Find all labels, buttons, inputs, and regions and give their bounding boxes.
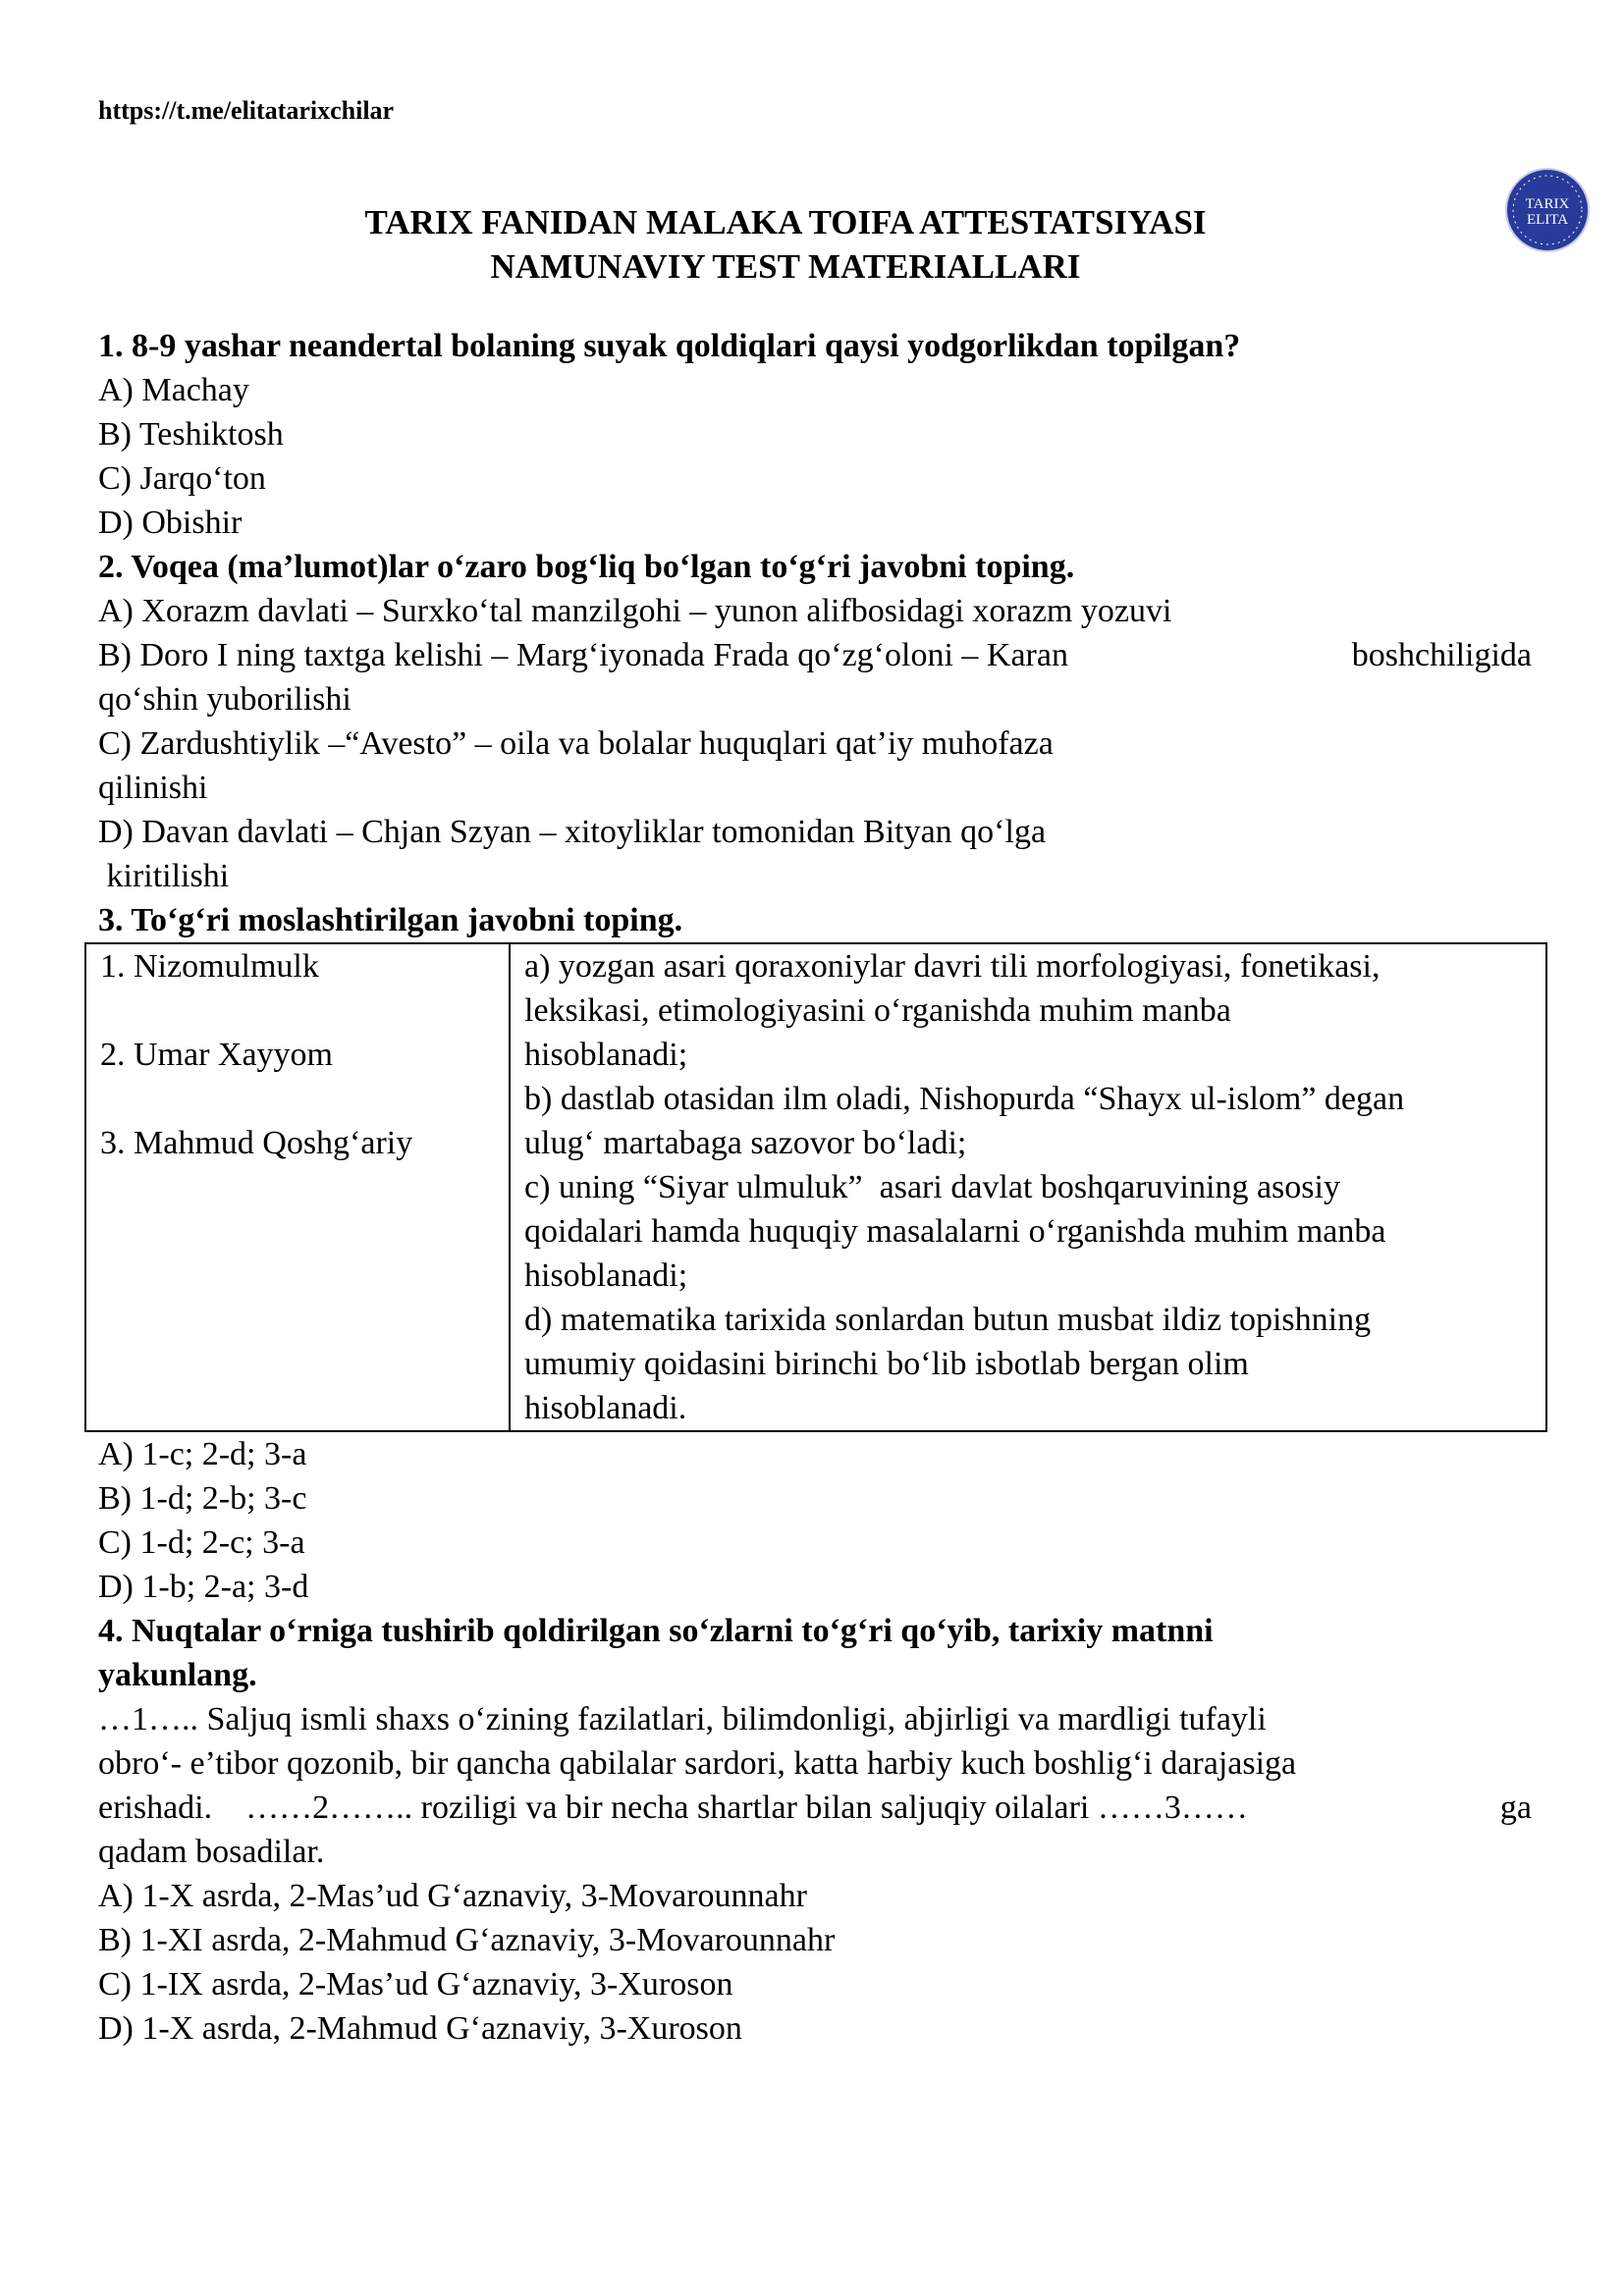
q3-option-b: B) 1-d; 2-b; 3-c (98, 1480, 307, 1517)
q4-text-4: qadam bosadilar. (98, 1834, 325, 1870)
matching-right-line: hisoblanadi. (524, 1390, 687, 1426)
matching-right-line: hisoblanadi; (524, 1257, 688, 1294)
q4-option-b: B) 1-XI asrda, 2-Mahmud G‘aznaviy, 3-Movarounnahr (98, 1922, 836, 1958)
title-line1: TARIX FANIDAN MALAKA TOIFA ATTESTATSIYASI (364, 203, 1207, 241)
q2-option-b-right: boshchiligida (1351, 637, 1532, 673)
matching-left-3: 3. Mahmud Qoshg‘ariy (100, 1125, 413, 1161)
matching-right-column (510, 943, 1546, 1431)
matching-right-line: d) matematika tarixida sonlardan butun musbat ildiz topishning (524, 1302, 1372, 1338)
q1-option-c: C) Jarqo‘ton (98, 460, 266, 497)
q2-option-d-1: D) Davan davlati – Chjan Szyan – xitoyliklar tomonidan Bityan qo‘lga (98, 814, 1047, 850)
q3-question: 3. To‘g‘ri moslashtirilgan javobni toping. (98, 902, 683, 938)
matching-right-line: umumiy qoidasini birinchi bo‘lib isbotlab bergan olim (524, 1346, 1249, 1382)
tarix-elita-logo (1504, 167, 1591, 253)
q1-question: 1. 8-9 yashar neandertal bolaning suyak qoldiqlari qaysi yodgorlikdan topilgan? (98, 328, 1241, 364)
matching-left-column (85, 943, 510, 1431)
q2-option-c-2: qilinishi (98, 770, 208, 806)
q1-option-d: D) Obishir (98, 505, 243, 541)
matching-right-line: a) yozgan asari qoraxoniylar davri tili morfologiyasi, fonetikasi, (524, 948, 1380, 985)
matching-table (84, 942, 1547, 1432)
matching-left-2: 2. Umar Xayyom (100, 1037, 334, 1073)
q4-option-d: D) 1-X asrda, 2-Mahmud G‘aznaviy, 3-Xuroson (98, 2010, 742, 2047)
title-line2: NAMUNAVIY TEST MATERIALLARI (490, 247, 1081, 286)
q4-text-3-left: erishadi. ……2…….. roziligi va bir necha shartlar bilan saljuqiy oilalari ……3…… (98, 1789, 1248, 1826)
logo-line2: ELITA (1526, 212, 1569, 228)
logo-line1: TARIX (1525, 196, 1570, 212)
q2-question: 2. Voqea (ma’lumot)lar o‘zaro bog‘liq bo‘lgan to‘g‘ri javobni toping. (98, 549, 1075, 585)
page-title (98, 200, 1473, 289)
q2-option-a: A) Xorazm davlati – Surxko‘tal manzilgohi – yunon alifbosidagi xorazm yozuvi (98, 593, 1172, 629)
q4-text-1: …1….. Saljuq ismli shaxs o‘zining fazilatlari, bilimdonligi, abjirligi va mardligi tufayli (98, 1701, 1267, 1737)
q4-option-c: C) 1-IX asrda, 2-Mas’ud G‘aznaviy, 3-Xuroson (98, 1966, 733, 2002)
matching-right-line: ulug‘ martabaga sazovor bo‘ladi; (524, 1125, 967, 1161)
q1-option-b: B) Teshiktosh (98, 416, 284, 453)
matching-right-line: b) dastlab otasidan ilm oladi, Nishopurda “Shayx ul-islom” degan (524, 1081, 1405, 1117)
matching-right-line: c) uning “Siyar ulmuluk” asari davlat boshqaruvining asosiy (524, 1169, 1340, 1205)
matching-right-line: hisoblanadi; (524, 1037, 688, 1073)
matching-left-1: 1. Nizomulmulk (100, 948, 319, 985)
test-content (98, 324, 1532, 2051)
q3-option-a: A) 1-c; 2-d; 3-a (98, 1436, 307, 1472)
q2-option-b-left: B) Doro I ning taxtga kelishi – Marg‘iyonada Frada qo‘zg‘oloni – Karan (98, 637, 1068, 673)
matching-right-line: leksikasi, etimologiyasini o‘rganishda muhim manba (524, 992, 1231, 1029)
q4-option-a: A) 1-X asrda, 2-Mas’ud G‘aznaviy, 3-Movarounnahr (98, 1878, 807, 1914)
q4-question-1: 4. Nuqtalar o‘rniga tushirib qoldirilgan so‘zlarni to‘g‘ri qo‘yib, tarixiy matnni (98, 1613, 1214, 1649)
q2-option-c-1: C) Zardushtiylik –“Avesto” – oila va bolalar huquqlari qat’iy muhofaza (98, 725, 1054, 762)
q2-option-d-2: kiritilishi (98, 858, 230, 894)
q4-text-3-right: ga (1499, 1789, 1532, 1826)
q4-text-3 (98, 1786, 1532, 1830)
q2-option-b-cont: qo‘shin yuborilishi (98, 681, 352, 718)
q1-option-a: A) Machay (98, 372, 249, 408)
q2-option-b (98, 633, 1532, 677)
q4-text-2: obro‘- e’tibor qozonib, bir qancha qabilalar sardori, katta harbiy kuch boshlig‘i darajasiga (98, 1745, 1297, 1782)
q4-question-2: yakunlang. (98, 1657, 257, 1693)
q3-option-c: C) 1-d; 2-c; 3-a (98, 1524, 305, 1561)
header-link[interactable]: https://t.me/elitatarixchilar (98, 96, 395, 125)
q3-option-d: D) 1-b; 2-a; 3-d (98, 1569, 309, 1605)
matching-right-line: qoidalari hamda huquqiy masalalarni o‘rganishda muhim manba (524, 1213, 1386, 1250)
